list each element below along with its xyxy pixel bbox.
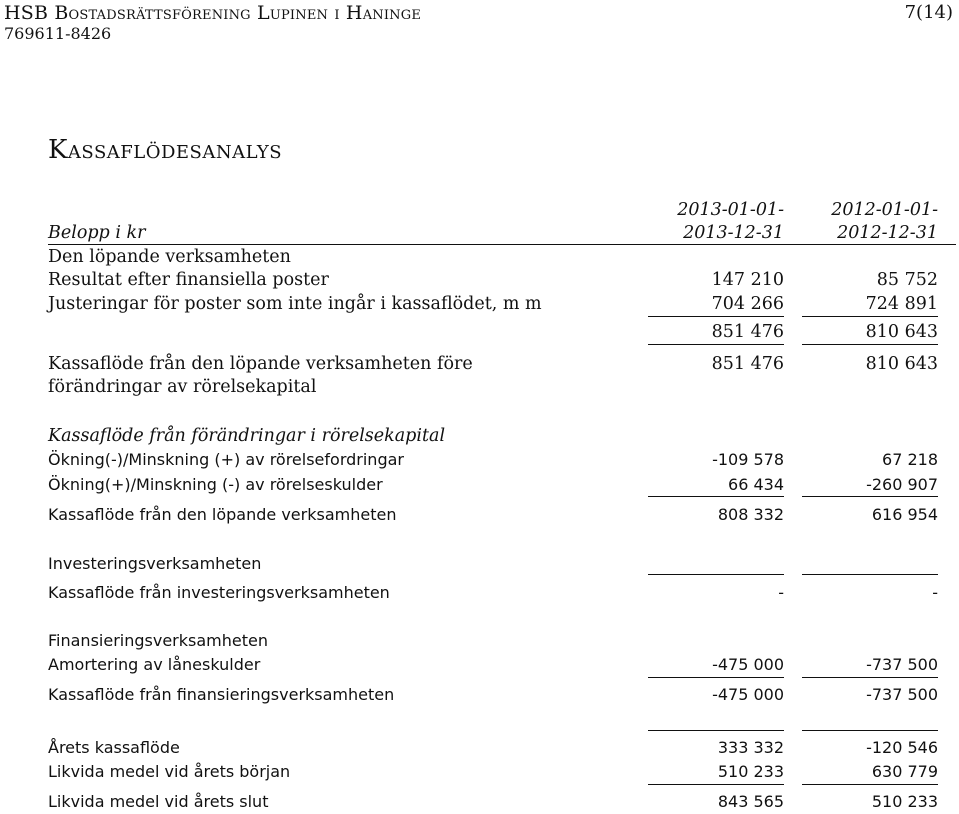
value-2013: 66 434 <box>728 475 784 494</box>
column-header-line1 <box>48 198 956 222</box>
page-title: Kassaflödesanalys <box>48 135 283 165</box>
page-number: 7(14) <box>904 2 953 23</box>
row-label: Den löpande verksamheten <box>48 247 291 267</box>
sum-rule-2012 <box>802 344 938 345</box>
col1-period-start: 2013-01-01- <box>677 200 784 220</box>
value-2012: - <box>932 583 938 602</box>
column-header-line2 <box>48 221 956 245</box>
value-2013: -475 000 <box>712 655 784 674</box>
row-label: Kassaflöde från den löpande verksamheten <box>48 505 397 524</box>
value-2012: 85 752 <box>876 270 938 290</box>
value-2013: - <box>778 583 784 602</box>
sum-rule-2013 <box>648 730 784 731</box>
organization-name: HSB Bostadsrättsförening Lupinen i Haninge <box>4 2 422 24</box>
table-row <box>48 581 956 605</box>
value-2013: 704 266 <box>711 294 784 314</box>
table-row <box>48 375 956 399</box>
table-row <box>48 424 956 448</box>
sum-rule-2013 <box>648 784 784 785</box>
value-2013: 510 233 <box>717 762 784 781</box>
table-row <box>48 292 956 316</box>
value-2013: 851 476 <box>711 354 784 374</box>
section-heading: Investeringsverksamheten <box>48 554 262 573</box>
amount-label: Belopp i kr <box>48 223 146 243</box>
table-row <box>48 629 956 653</box>
value-2012: -260 907 <box>866 475 938 494</box>
table-row <box>48 473 956 497</box>
value-2013: -475 000 <box>712 685 784 704</box>
section-heading: Finansieringsverksamheten <box>48 631 268 650</box>
value-2012: 67 218 <box>882 450 938 469</box>
value-2013: 851 476 <box>711 322 784 342</box>
sum-rule-2013 <box>648 496 784 497</box>
sum-rule-2013 <box>648 344 784 345</box>
table-row <box>48 245 956 269</box>
table-row <box>48 683 956 707</box>
row-label: Årets kassaflöde <box>48 738 180 757</box>
table-row <box>48 352 956 376</box>
table-row <box>48 503 956 527</box>
sum-rule-2012 <box>802 730 938 731</box>
table-row <box>48 320 956 344</box>
value-2012: -737 500 <box>866 655 938 674</box>
value-2012: 810 643 <box>865 322 938 342</box>
value-2012: 510 233 <box>871 792 938 811</box>
row-label: Resultat efter finansiella poster <box>48 270 329 290</box>
value-2012: -120 546 <box>866 738 938 757</box>
value-2012: 724 891 <box>865 294 938 314</box>
row-label: Likvida medel vid årets början <box>48 762 291 781</box>
value-2013: 808 332 <box>717 505 784 524</box>
table-row <box>48 448 956 472</box>
row-label: Ökning(+)/Minskning (-) av rörelseskulder <box>48 475 383 494</box>
sum-rule-2013 <box>648 677 784 678</box>
row-label: Justeringar för poster som inte ingår i kassaflödet, m m <box>48 294 542 314</box>
sum-rule-2012 <box>802 677 938 678</box>
table-row <box>48 653 956 677</box>
table-row <box>48 736 956 760</box>
row-label: Kassaflöde från den löpande verksamheten före <box>48 354 473 374</box>
section-heading: Kassaflöde från förändringar i rörelsekapital <box>48 426 446 446</box>
table-row <box>48 790 956 814</box>
row-label: Amortering av låneskulder <box>48 655 261 674</box>
sum-rule-2013 <box>648 574 784 575</box>
value-2013: -109 578 <box>712 450 784 469</box>
row-label: Likvida medel vid årets slut <box>48 792 269 811</box>
value-2012: -737 500 <box>866 685 938 704</box>
table-row <box>48 760 956 784</box>
value-2013: 843 565 <box>717 792 784 811</box>
row-label: Kassaflöde från finansieringsverksamheten <box>48 685 395 704</box>
col2-period-end: 2012-12-31 <box>837 223 938 243</box>
value-2013: 147 210 <box>711 270 784 290</box>
sum-rule-2013 <box>648 316 784 317</box>
col2-period-start: 2012-01-01- <box>831 200 938 220</box>
col1-period-end: 2013-12-31 <box>683 223 784 243</box>
sum-rule-2012 <box>802 496 938 497</box>
row-label: Ökning(-)/Minskning (+) av rörelsefordringar <box>48 450 404 469</box>
value-2012: 616 954 <box>871 505 938 524</box>
sum-rule-2012 <box>802 574 938 575</box>
sum-rule-2012 <box>802 784 938 785</box>
row-label: Kassaflöde från investeringsverksamheten <box>48 583 390 602</box>
table-row <box>48 268 956 292</box>
organization-number: 769611-8426 <box>4 24 112 43</box>
sum-rule-2012 <box>802 316 938 317</box>
value-2012: 810 643 <box>865 354 938 374</box>
value-2013: 333 332 <box>717 738 784 757</box>
value-2012: 630 779 <box>871 762 938 781</box>
row-label: förändringar av rörelsekapital <box>48 377 317 397</box>
table-row <box>48 552 956 576</box>
